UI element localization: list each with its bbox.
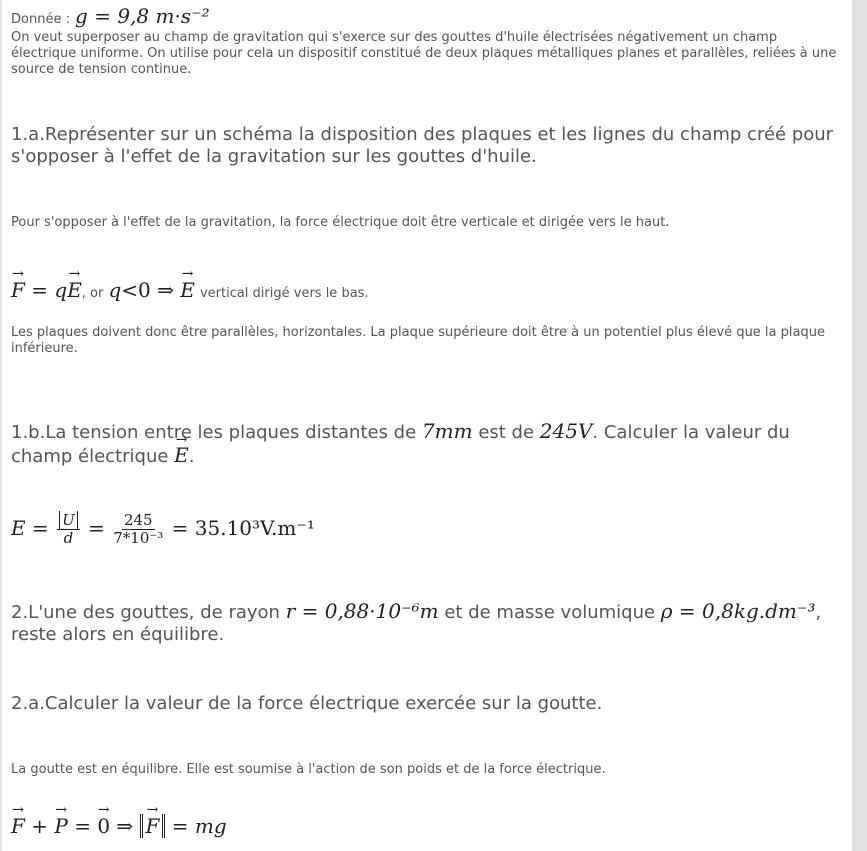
question-2a: 2.a.Calculer la valeur de la force électrique exercée sur la goutte. [11, 693, 603, 714]
intro-paragraph: On veut superposer au champ de gravitation qui s'exerce sur des gouttes d'huile électrisées négativement un champ électrique uniforme. On utilise pour cela un dispositif constitué de deux plaques métalliques planes et parallèles, reliées à une source de tension continue. [11, 30, 837, 77]
plate-voltage: 245V [539, 419, 593, 443]
field-symbol: → E [174, 443, 189, 467]
answer-1a-line3: Les plaques doivent donc être parallèles, horizontales. La plaque supérieure doit être à un potentiel plus élevé que la plaque inférieure. [11, 325, 825, 356]
equilibrium-equation: → F + → P = → 0 ⇒ → F = mg [11, 814, 841, 838]
answer-1a-line1: Pour s'opposer à l'effet de la gravitation, la force électrique doit être verticale et dirigée vers le haut. [11, 215, 670, 230]
sign-implication: q<0 ⇒ → E [108, 278, 194, 302]
field-result: = 35.10³V.m⁻¹ [171, 516, 315, 540]
answer-1a-equation [11, 278, 841, 308]
oil-density: ρ = 0,8kg.dm⁻³ [660, 599, 816, 623]
data-line [11, 4, 841, 28]
question-1b: 1.b.La tension entre les plaques distantes de 7mm est de 245V. Calculer la valeur du champ électrique → E. [11, 420, 841, 468]
plate-distance: 7mm [421, 419, 473, 443]
or-label: , or [81, 286, 104, 301]
question-2: 2.L'une des gouttes, de rayon r = 0,88·10⁻⁶m et de masse volumique ρ = 0,8kg.dm⁻³, reste alors en équilibre. [11, 599, 822, 645]
left-border [0, 0, 2, 851]
drop-radius: r = 0,88·10⁻⁶m [285, 599, 439, 623]
data-label: Donnée : [11, 12, 70, 27]
data-formula: g = 9,8 m·s⁻² [75, 4, 210, 28]
direction-text: vertical dirigé vers le bas. [199, 286, 369, 301]
force-equation: → F = q→ E [11, 278, 82, 302]
answer-2a-line1: La goutte est en équilibre. Elle est soumise à l'action de son poids et de la force électrique. [11, 762, 606, 777]
question-1a: 1.a.Représenter sur un schéma la disposition des plaques et les lignes du champ créé pour s'opposer à l'effet de la gravitation sur les gouttes d'huile. [11, 124, 834, 167]
fraction-values: $\frac{245}{\text{7*10⁻³}}$ [113, 511, 164, 547]
scrollbar-track[interactable] [852, 0, 867, 851]
field-equation: E = $\frac{U}{d}$ = $\frac{245}{\text{7*10⁻³}}$ = 35.10³V.m⁻¹ [11, 511, 315, 547]
fraction-U-over-d: $\frac{U}{d}$ [57, 512, 80, 547]
